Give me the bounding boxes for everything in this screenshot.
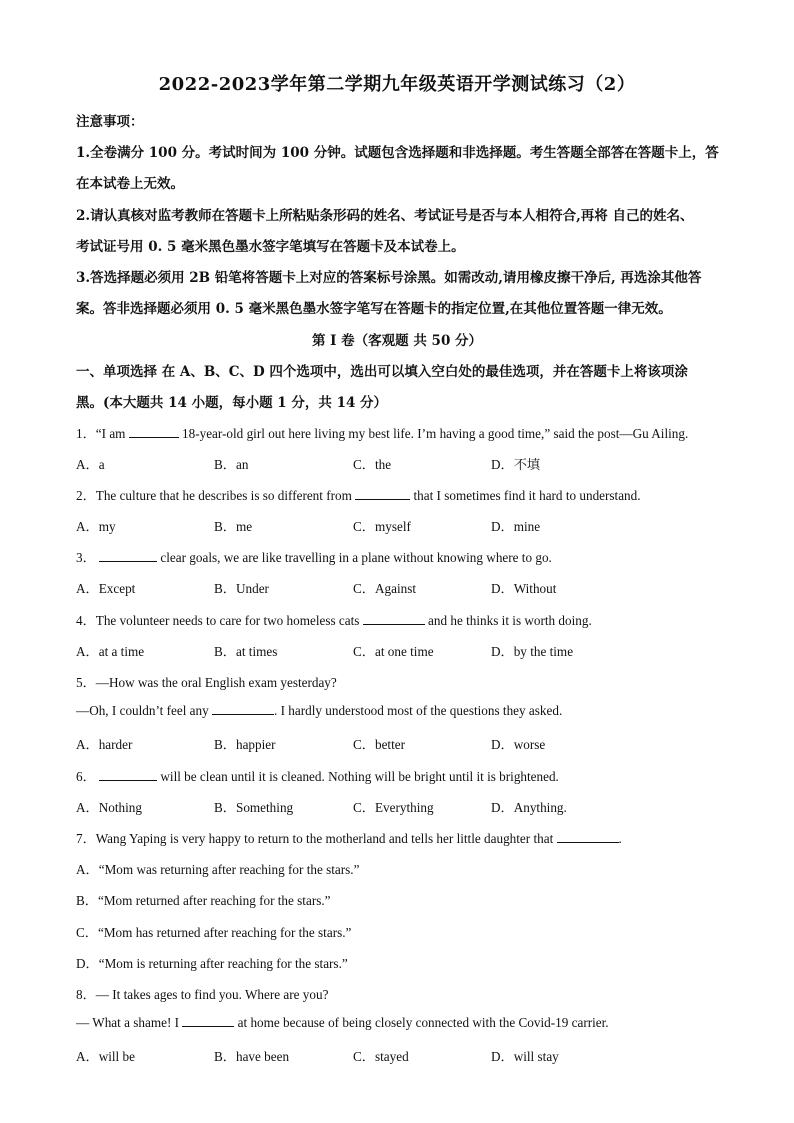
option-c: C．“Mom has returned after reaching for the stars.” [76,925,352,940]
question-3-prefix: 3． [76,550,96,565]
option-c: C．Everything [353,800,434,815]
option-a: A．my [76,519,116,534]
question-5-prefix: —Oh, I couldn’t feel any [76,703,209,718]
notice-heading: 注意事项： [76,114,144,130]
question-4-suffix: and he thinks it is worth doing. [428,613,592,628]
question-6-prefix: 6． [76,769,96,784]
question-7-prefix: 7．Wang Yaping is very happy to return to the motherland and tells her little daughter that [76,831,554,846]
answer-blank [557,831,619,843]
question-1-suffix: 18-year-old girl out here living my best life. I’m having a good time,” said the post—Gu Ailing. [182,426,689,441]
option-c: C．better [353,737,406,752]
option-b: B．have been [214,1049,290,1064]
question-3 [76,547,552,566]
question-8-line-2 [76,1015,609,1031]
option-d: D．不填 [491,457,541,472]
question-8-suffix: at home because of being closely connected with the Covid-19 carrier. [237,1015,609,1030]
question-2-suffix: that I sometimes find it hard to understand. [413,488,641,503]
question-5-line-2 [76,703,562,719]
question-8-prefix: — What a shame! I [76,1015,180,1030]
notice-line-4: 考试证号用 0. 5 毫米黑色墨水签字笔填写在答题卡及本试卷上。 [76,239,465,255]
option-a: A．a [76,457,105,472]
answer-blank [212,703,274,715]
option-d: D．Anything. [491,800,567,815]
question-2-prefix: 2．The culture that he describes is so different from [76,488,352,503]
question-3-suffix: clear goals, we are like travelling in a plane without knowing where to go. [160,550,552,565]
option-a: A．“Mom was returning after reaching for the stars.” [76,862,360,877]
answer-blank [129,426,179,438]
option-d: D．Without [491,581,557,596]
option-a: A．at a time [76,644,145,659]
option-d: D．worse [491,737,546,752]
question-1 [76,423,688,442]
question-8-line-1: 8．— It takes ages to find you. Where are you? [76,987,329,1002]
option-b: B．happier [214,737,276,752]
option-d: D．will stay [491,1049,559,1064]
question-2 [76,485,641,504]
question-7 [76,828,622,847]
option-c: C．the [353,457,392,472]
option-b: B．me [214,519,253,534]
notice-line-5: 3.答选择题必须用 2B 铅笔将答题卡上对应的答案标号涂黑。如需改动,请用橡皮擦干净后, 再选涂其他答 [76,270,702,286]
option-b: B．an [214,457,249,472]
option-c: C．stayed [353,1049,409,1064]
option-a: A．harder [76,737,133,752]
option-a: A．will be [76,1049,135,1064]
answer-blank [99,769,157,781]
option-c: C．Against [353,581,417,596]
option-d: D．by the time [491,644,574,659]
answer-blank [363,613,425,625]
question-5-suffix: . I hardly understood most of the questions they asked. [274,703,563,718]
option-d: D．“Mom is returning after reaching for the stars.” [76,956,348,971]
page-title: 2022-2023学年第二学期九年级英语开学测试练习（2） [158,74,636,95]
question-5-line-1: 5．—How was the oral English exam yesterday? [76,675,337,690]
section-title: 第 I 卷（客观题 共 50 分） [311,333,483,349]
option-b: B．“Mom returned after reaching for the stars.” [76,893,331,908]
option-b: B．Something [214,800,294,815]
notice-line-3: 2.请认真核对监考教师在答题卡上所粘贴条形码的姓名、考试证号是否与本人相符合,再将 自己的姓名、 [76,208,694,224]
part1-instruction-2: 黑。(本大题共 14 小题，每小题 1 分，共 14 分） [76,395,388,411]
option-c: C．myself [353,519,411,534]
question-7-suffix: . [618,831,622,846]
answer-blank [182,1015,234,1027]
answer-blank [355,488,410,500]
question-4 [76,610,592,629]
option-a: A．Nothing [76,800,142,815]
option-b: B．Under [214,581,269,596]
option-d: D．mine [491,519,541,534]
part1-instruction-1: 一、单项选择 在 A、B、C、D 四个选项中，选出可以填入空白处的最佳选项，并在答题卡上将该项涂 [76,364,688,380]
notice-line-1: 1.全卷满分 100 分。考试时间为 100 分钟。试题包含选择题和非选择题。考生答题全部答在答题卡上，答 [76,145,719,161]
option-a: A．Except [76,581,136,596]
question-1-prefix: 1．“I am [76,426,126,441]
answer-blank [99,550,157,562]
question-6-suffix: will be clean until it is cleaned. Nothing will be bright until it is brightened. [160,769,559,784]
notice-line-2: 在本试卷上无效。 [76,176,184,192]
option-c: C．at one time [353,644,434,659]
notice-line-6: 案。答非选择题必须用 0. 5 毫米黑色墨水签字笔写在答题卡的指定位置,在其他位置答题一律无效。 [76,301,672,317]
question-6 [76,766,559,785]
option-b: B．at times [214,644,278,659]
question-4-prefix: 4．The volunteer needs to care for two homeless cats [76,613,360,628]
